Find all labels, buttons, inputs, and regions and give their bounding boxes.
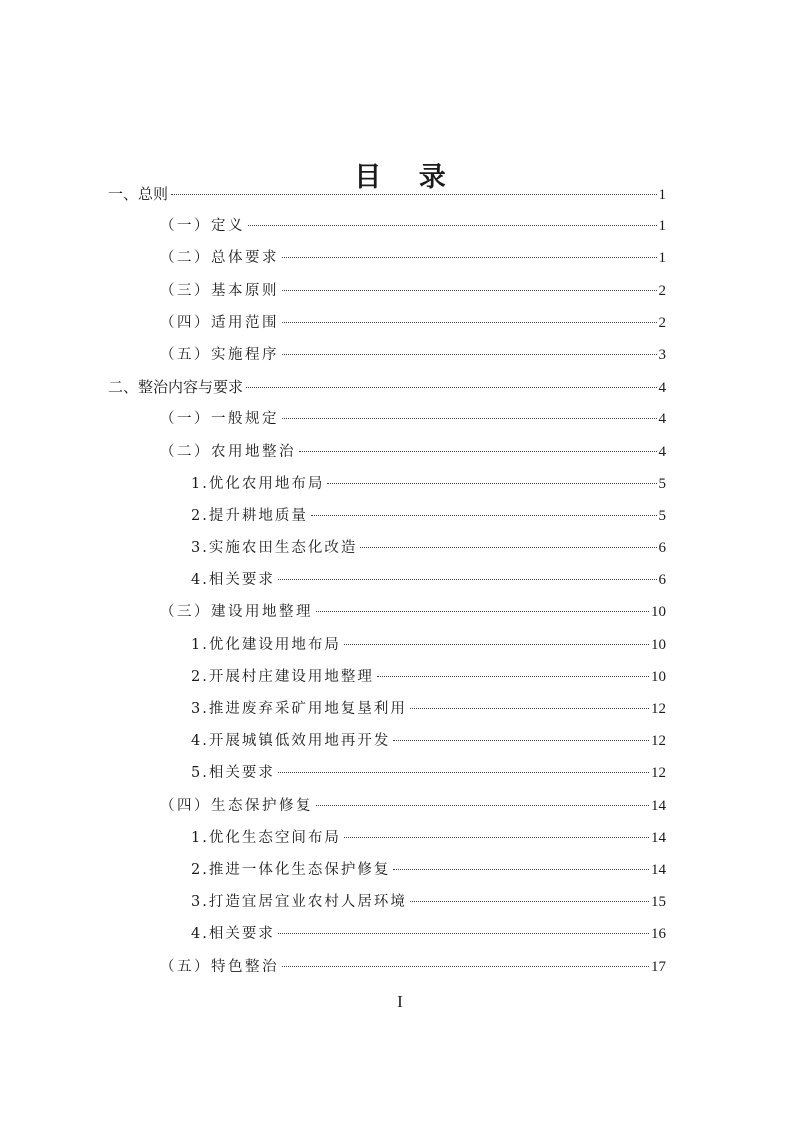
- toc-entry-page-number: 4: [658, 443, 666, 460]
- toc-entry-page-number: 15: [651, 894, 666, 911]
- toc-dot-leader: [344, 837, 649, 838]
- toc-entry[interactable]: [0, 371, 800, 403]
- toc-entry-text: 4.相关要求: [191, 572, 275, 589]
- toc-entry[interactable]: [0, 725, 800, 757]
- toc-dot-leader: [377, 676, 649, 677]
- toc-entry-text: （二）农用地整治: [160, 443, 296, 460]
- toc-entry-page-number: 14: [651, 861, 666, 878]
- toc-entry[interactable]: [0, 339, 800, 371]
- toc-entry-text: 5.相关要求: [191, 765, 275, 782]
- toc-entry-text: 一、总则: [108, 185, 169, 203]
- toc-entry-page-number: 17: [651, 958, 666, 975]
- toc-entry-page-number: 10: [651, 636, 666, 653]
- toc-entry[interactable]: [0, 951, 800, 983]
- toc-entry-page-number: 14: [651, 797, 666, 814]
- toc-list: [0, 178, 800, 983]
- toc-entry[interactable]: [0, 210, 800, 242]
- toc-entry-page-number: 1: [658, 250, 666, 267]
- toc-dot-leader: [278, 933, 649, 934]
- toc-entry-text: 3.实施农田生态化改造: [191, 540, 358, 557]
- toc-entry-page-number: 5: [658, 475, 666, 492]
- toc-entry-text: （一）一般规定: [160, 411, 279, 428]
- toc-entry-page-number: 12: [651, 765, 666, 782]
- toc-entry[interactable]: [0, 275, 800, 307]
- toc-dot-leader: [282, 290, 657, 291]
- toc-title: 目 录: [354, 162, 460, 194]
- toc-entry-text: 2.推进一体化生态保护修复: [191, 861, 391, 878]
- toc-entry-page-number: 3: [658, 346, 666, 363]
- toc-entry[interactable]: [0, 500, 800, 532]
- toc-entry-text: 2.提升耕地质量: [191, 507, 308, 524]
- toc-entry-page-number: 6: [658, 540, 666, 557]
- toc-entry[interactable]: [0, 403, 800, 435]
- toc-entry-page-number: 1: [658, 218, 666, 235]
- toc-entry[interactable]: [0, 661, 800, 693]
- toc-entry[interactable]: [0, 242, 800, 274]
- toc-entry[interactable]: [0, 854, 800, 886]
- toc-dot-leader: [316, 805, 649, 806]
- toc-dot-leader: [410, 901, 649, 902]
- toc-entry-page-number: 2: [658, 314, 666, 331]
- toc-dot-leader: [282, 966, 649, 967]
- toc-entry-text: 二、整治内容与要求: [108, 378, 244, 397]
- toc-entry[interactable]: [0, 757, 800, 789]
- toc-dot-leader: [299, 451, 657, 452]
- toc-entry-text: 1.优化农用地布局: [191, 475, 325, 492]
- toc-entry-text: （四）生态保护修复: [160, 797, 313, 814]
- toc-entry-text: 1.优化建设用地布局: [191, 636, 341, 653]
- toc-dot-leader: [393, 869, 649, 870]
- toc-dot-leader: [278, 579, 657, 580]
- toc-entry-text: 3.打造宜居宜业农村人居环境: [191, 894, 407, 911]
- toc-dot-leader: [344, 644, 649, 645]
- toc-entry-text: （一）定义: [160, 218, 245, 235]
- toc-dot-leader: [282, 257, 657, 258]
- toc-entry-page-number: 14: [651, 829, 666, 846]
- toc-entry-text: （四）适用范围: [160, 314, 279, 331]
- toc-dot-leader: [316, 611, 649, 612]
- toc-entry[interactable]: [0, 693, 800, 725]
- toc-dot-leader: [360, 547, 656, 548]
- toc-entry[interactable]: [0, 436, 800, 468]
- toc-entry[interactable]: [0, 596, 800, 628]
- toc-entry-text: （二）总体要求: [160, 250, 279, 267]
- toc-entry[interactable]: [0, 629, 800, 661]
- toc-entry-text: （五）特色整治: [160, 958, 279, 975]
- toc-entry[interactable]: [0, 468, 800, 500]
- toc-dot-leader: [246, 387, 656, 388]
- toc-dot-leader: [278, 772, 649, 773]
- toc-entry-page-number: 6: [658, 572, 666, 589]
- toc-dot-leader: [311, 515, 657, 516]
- toc-dot-leader: [171, 194, 656, 195]
- toc-entry[interactable]: [0, 307, 800, 339]
- toc-entry-page-number: 4: [658, 411, 666, 428]
- toc-dot-leader: [410, 708, 649, 709]
- toc-dot-leader: [327, 483, 656, 484]
- toc-entry-text: （三）基本原则: [160, 282, 279, 299]
- toc-entry-text: 2.开展村庄建设用地整理: [191, 668, 374, 685]
- toc-entry-page-number: 12: [651, 733, 666, 750]
- toc-entry-text: 4.开展城镇低效用地再开发: [191, 733, 391, 750]
- toc-entry[interactable]: [0, 532, 800, 564]
- toc-entry[interactable]: [0, 564, 800, 596]
- toc-dot-leader: [393, 740, 649, 741]
- toc-entry-text: （三）建设用地整理: [160, 604, 313, 621]
- toc-entry[interactable]: [0, 822, 800, 854]
- toc-entry[interactable]: [0, 886, 800, 918]
- toc-entry-page-number: 10: [651, 604, 666, 621]
- toc-entry[interactable]: [0, 918, 800, 950]
- toc-entry[interactable]: [0, 790, 800, 822]
- toc-entry-text: 4.相关要求: [191, 926, 275, 943]
- toc-dot-leader: [282, 418, 657, 419]
- toc-entry-page-number: 1: [658, 187, 666, 203]
- toc-entry[interactable]: [0, 178, 800, 210]
- toc-entry-text: （五）实施程序: [160, 346, 279, 363]
- toc-entry-page-number: 5: [658, 507, 666, 524]
- toc-entry-text: 3.推进废弃采矿用地复垦利用: [191, 701, 407, 717]
- toc-entry-page-number: 16: [651, 926, 666, 943]
- page-number: I: [397, 992, 403, 1011]
- toc-dot-leader: [282, 354, 657, 355]
- toc-entry-page-number: 2: [658, 282, 666, 299]
- toc-entry-page-number: 12: [651, 701, 666, 717]
- toc-entry-page-number: 10: [651, 668, 666, 685]
- toc-dot-leader: [282, 322, 657, 323]
- toc-entry-text: 1.优化生态空间布局: [191, 829, 341, 846]
- toc-entry-page-number: 4: [658, 380, 666, 397]
- toc-dot-leader: [248, 225, 657, 226]
